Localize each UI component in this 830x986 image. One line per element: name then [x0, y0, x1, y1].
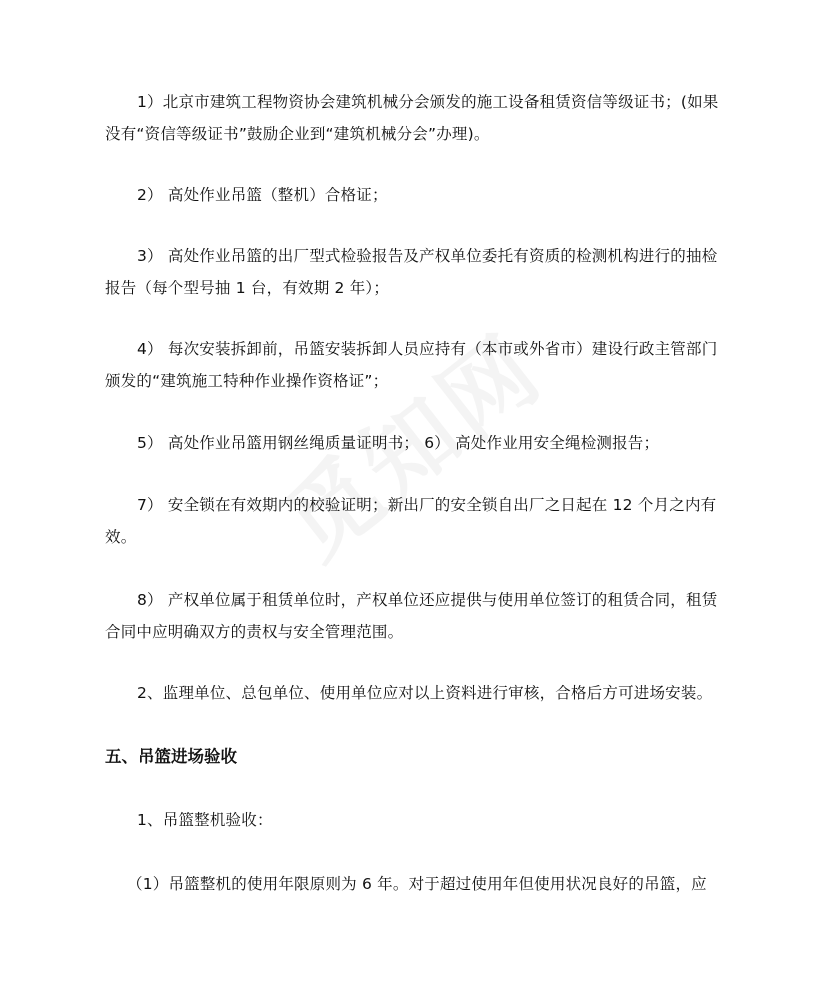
paragraph-7-line-1: 7） 安全锁在有效期内的校验证明；新出厂的安全锁自出厂之日起在 12 个月之内有: [137, 496, 717, 514]
paragraph-1: [105, 86, 727, 150]
paragraph-5-6-line-1: 5） 高处作业吊篮用钢丝绳质量证明书； 6） 高处作业用安全绳检测报告；: [137, 434, 660, 452]
paragraph-4-line-1: 4） 每次安装拆卸前，吊篮安装拆卸人员应持有（本市或外省市）建设行政主管部门: [137, 340, 718, 358]
paragraph-lifespan-line-1: （1）吊篮整机的使用年限原则为 6 年。对于超过使用年但使用状况良好的吊篮，应: [127, 875, 707, 893]
paragraph-5-6: [105, 427, 727, 459]
paragraph-2-line-1: 2） 高处作业吊篮（整机）合格证；: [137, 186, 388, 204]
paragraph-lifespan: [105, 868, 727, 900]
paragraph-8-line-1: 8） 产权单位属于租赁单位时，产权单位还应提供与使用单位签订的租赁合同，租赁: [137, 591, 718, 609]
paragraph-4-line-2: 颁发的“建筑施工特种作业操作资格证”；: [105, 372, 389, 390]
paragraph-acceptance-line-1: 1、吊篮整机验收：: [137, 811, 273, 829]
paragraph-3: [105, 240, 727, 304]
paragraph-4: [105, 333, 727, 397]
paragraph-8-line-2: 合同中应明确双方的责权与安全管理范围。: [105, 623, 404, 641]
paragraph-3-line-1: 3） 高处作业吊篮的出厂型式检验报告及产权单位委托有资质的检测机构进行的抽检: [137, 247, 718, 265]
paragraph-3-line-2: 报告（每个型号抽 1 台，有效期 2 年）；: [105, 279, 390, 297]
paragraph-7: [105, 489, 727, 553]
paragraph-1-line-2: 没有“资信等级证书”鼓励企业到“建筑机械分会”办理)。: [105, 125, 490, 143]
paragraph-8: [105, 584, 727, 648]
paragraph-7-line-2: 效。: [105, 528, 137, 546]
paragraph-review-line-1: 2、监理单位、总包单位、使用单位应对以上资料进行审核，合格后方可进场安装。: [137, 684, 713, 702]
paragraph-1-line-1: 1）北京市建筑工程物资协会建筑机械分会颁发的施工设备租赁资信等级证书；(如果: [137, 93, 719, 111]
paragraph-acceptance: [105, 804, 727, 836]
paragraph-review: [105, 677, 727, 709]
paragraph-2: [105, 179, 727, 211]
section-heading-5: 五、吊篮进场验收: [105, 747, 237, 766]
